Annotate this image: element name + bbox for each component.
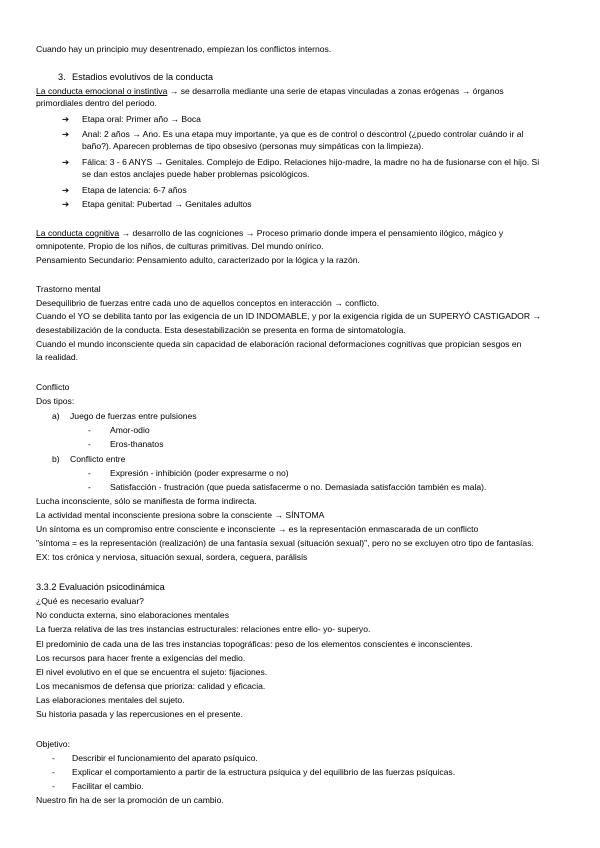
evaluacion-line: Su historia pasada y las repercusiones en el presente. [36,709,243,719]
objetivo-item: Facilitar el cambio. [72,781,144,791]
evaluacion-line: No conducta externa, sino elaboraciones mentales [36,610,229,620]
dash-marker: - [52,753,55,763]
evaluacion-line: El nivel evolutivo en el que se encuentra el sujeto: fijaciones. [36,667,268,677]
dash-marker: - [88,425,91,435]
emotional-line-1 [36,86,568,98]
conflicto-line: Lucha inconsciente, sólo se manifiesta de forma indirecta. [36,496,257,506]
conflicto-line: EX: tos crónica y nerviosa, situación sexual, sordera, ceguera, parálisis [36,552,308,562]
stage-item-cont: se dan estos anclajes puede haber problemas psicológicos. [82,169,310,179]
dash-marker: - [88,482,91,492]
evaluacion-line: La fuerza relativa de las tres instancias estructurales: relaciones entre ello- yo- superyo. [36,624,371,634]
objetivo-item: Explicar el comportamiento a partir de la estructura psíquica y del equilibrio de las fuerzas psíquicas. [72,767,456,777]
conflicto-types-label: Dos tipos: [36,396,75,406]
conflicto-subitem: Expresión - inhibición (poder expresarme o no) [110,468,289,478]
stage-item: Anal: 2 años → Ano. Es una etapa muy importante, ya que es de control o descontrol (¿puedo controlar cuándo ir al [82,129,524,139]
bullet-arrow-icon: ➔ [62,129,70,139]
cognitive-line-2: omnipotente. Propio de los niños, de culturas primitivas. Del mundo onírico. [36,241,324,251]
dash-marker: - [52,767,55,777]
dash-marker: - [88,468,91,478]
stage-item: Etapa de latencia: 6-7 años [82,185,187,195]
evaluacion-line: Los mecanismos de defensa que prioriza: calidad y eficacia. [36,681,266,691]
list-marker-b: b) [52,454,60,464]
conflicto-subitem: Amor-odio [110,425,150,435]
bullet-arrow-icon: ➔ [62,185,70,195]
section-title: Estadios evolutivos de la conducta [72,72,213,82]
objetivo-title: Objetivo: [36,739,70,749]
conflicto-line: Un síntoma es un compromiso entre consciente e inconsciente → es la representación enmascarada de un conflicto [36,524,479,534]
conflicto-line: La actividad mental inconsciente presiona sobre la consciente → SÍNTOMA [36,510,325,520]
secondary-thought: Pensamiento Secundario: Pensamiento adulto, caracterizado por la lógica y la razón. [36,255,360,265]
stage-item-cont: baño?). Aparecen problemas de tipo obsesivo (personas muy simpáticas con la limpieza). [82,141,424,151]
stage-item: Fálica: 3 - 6 ANYS → Genitales. Complejo de Edipo. Relaciones hijo-madre, la madre no ha de fusionarse con el hijo. Si [82,157,540,167]
bullet-arrow-icon: ➔ [62,114,70,124]
trastorno-title: Trastorno mental [36,284,101,294]
conflicto-subitem: Satisfacción - frustración (que pueda satisfacerme o no. Demasiada satisfacción también es mala). [110,482,487,492]
conflicto-type-b: Conflicto entre [70,454,126,464]
emotional-term: La conducta emocional o instintiva [36,86,168,96]
evaluacion-question: ¿Qué es necesario evaluar? [36,596,144,606]
trastorno-line: desestabilización de la conducta. Esta desestabilización se presenta en forma de sintomatología. [36,325,406,335]
bullet-arrow-icon: ➔ [62,157,70,167]
conflicto-type-a: Juego de fuerzas entre pulsiones [70,411,197,421]
evaluacion-title: 3.3.2 Evaluación psicodinámica [36,582,165,592]
cognitive-line-1 [36,228,568,240]
intro-line: Cuando hay un principio muy desentrenado, empiezan los conflictos internos. [36,44,332,54]
conflicto-title: Conflicto [36,382,70,392]
trastorno-line: Cuando el YO se debilita tanto por las exigencia de un ID INDOMABLE, y por la exigencia rígida de un SUPERYÓ CASTIGADOR → [36,311,542,321]
stage-item: Etapa genital: Pubertad → Genitales adultos [82,199,252,209]
objetivo-closing: Nuestro fin ha de ser la promoción de un cambio. [36,795,224,805]
bullet-arrow-icon: ➔ [62,199,70,209]
dash-marker: - [52,781,55,791]
conflicto-subitem: Eros-thanatos [110,439,164,449]
evaluacion-line: El predominio de cada una de las tres instancias topográficas: peso de los elementos conscientes e inconscientes. [36,639,473,649]
cognitive-term: La conducta cognitiva [36,228,120,238]
trastorno-line: Desequilibrio de fuerzas entre cada uno de aquellos conceptos en interacción → conflicto. [36,298,380,308]
stage-item: Etapa oral: Primer año → Boca [82,114,201,124]
conflicto-line: "síntoma = es la representación (realización) de una fantasía sexual (situación sexual)", pero no se excluyen otro tipo de fantasías. [36,538,534,548]
dash-marker: - [88,439,91,449]
list-marker-a: a) [52,411,60,421]
cognitive-rest-1: → desarrollo de las cogniciones → Proceso primario donde impera el pensamiento ilógico, mágico y [119,228,504,238]
evaluacion-line: Los recursos para hacer frente a exigencias del medio. [36,653,246,663]
trastorno-line: Cuando el mundo inconsciente queda sin capacidad de elaboración racional deformaciones cognitivas que propician sesgos en [36,339,522,349]
emotional-rest-1: → se desarrolla mediante una serie de etapas vinculadas a zonas erógenas → órganos [167,86,504,96]
emotional-line-2: primordiales dentro del periodo. [36,98,157,108]
trastorno-line: la realidad. [36,352,79,362]
section-number: 3. [58,72,66,82]
evaluacion-line: Las elaboraciones mentales del sujeto. [36,695,185,705]
objetivo-item: Describir el funcionamiento del aparato psíquico. [72,753,258,763]
